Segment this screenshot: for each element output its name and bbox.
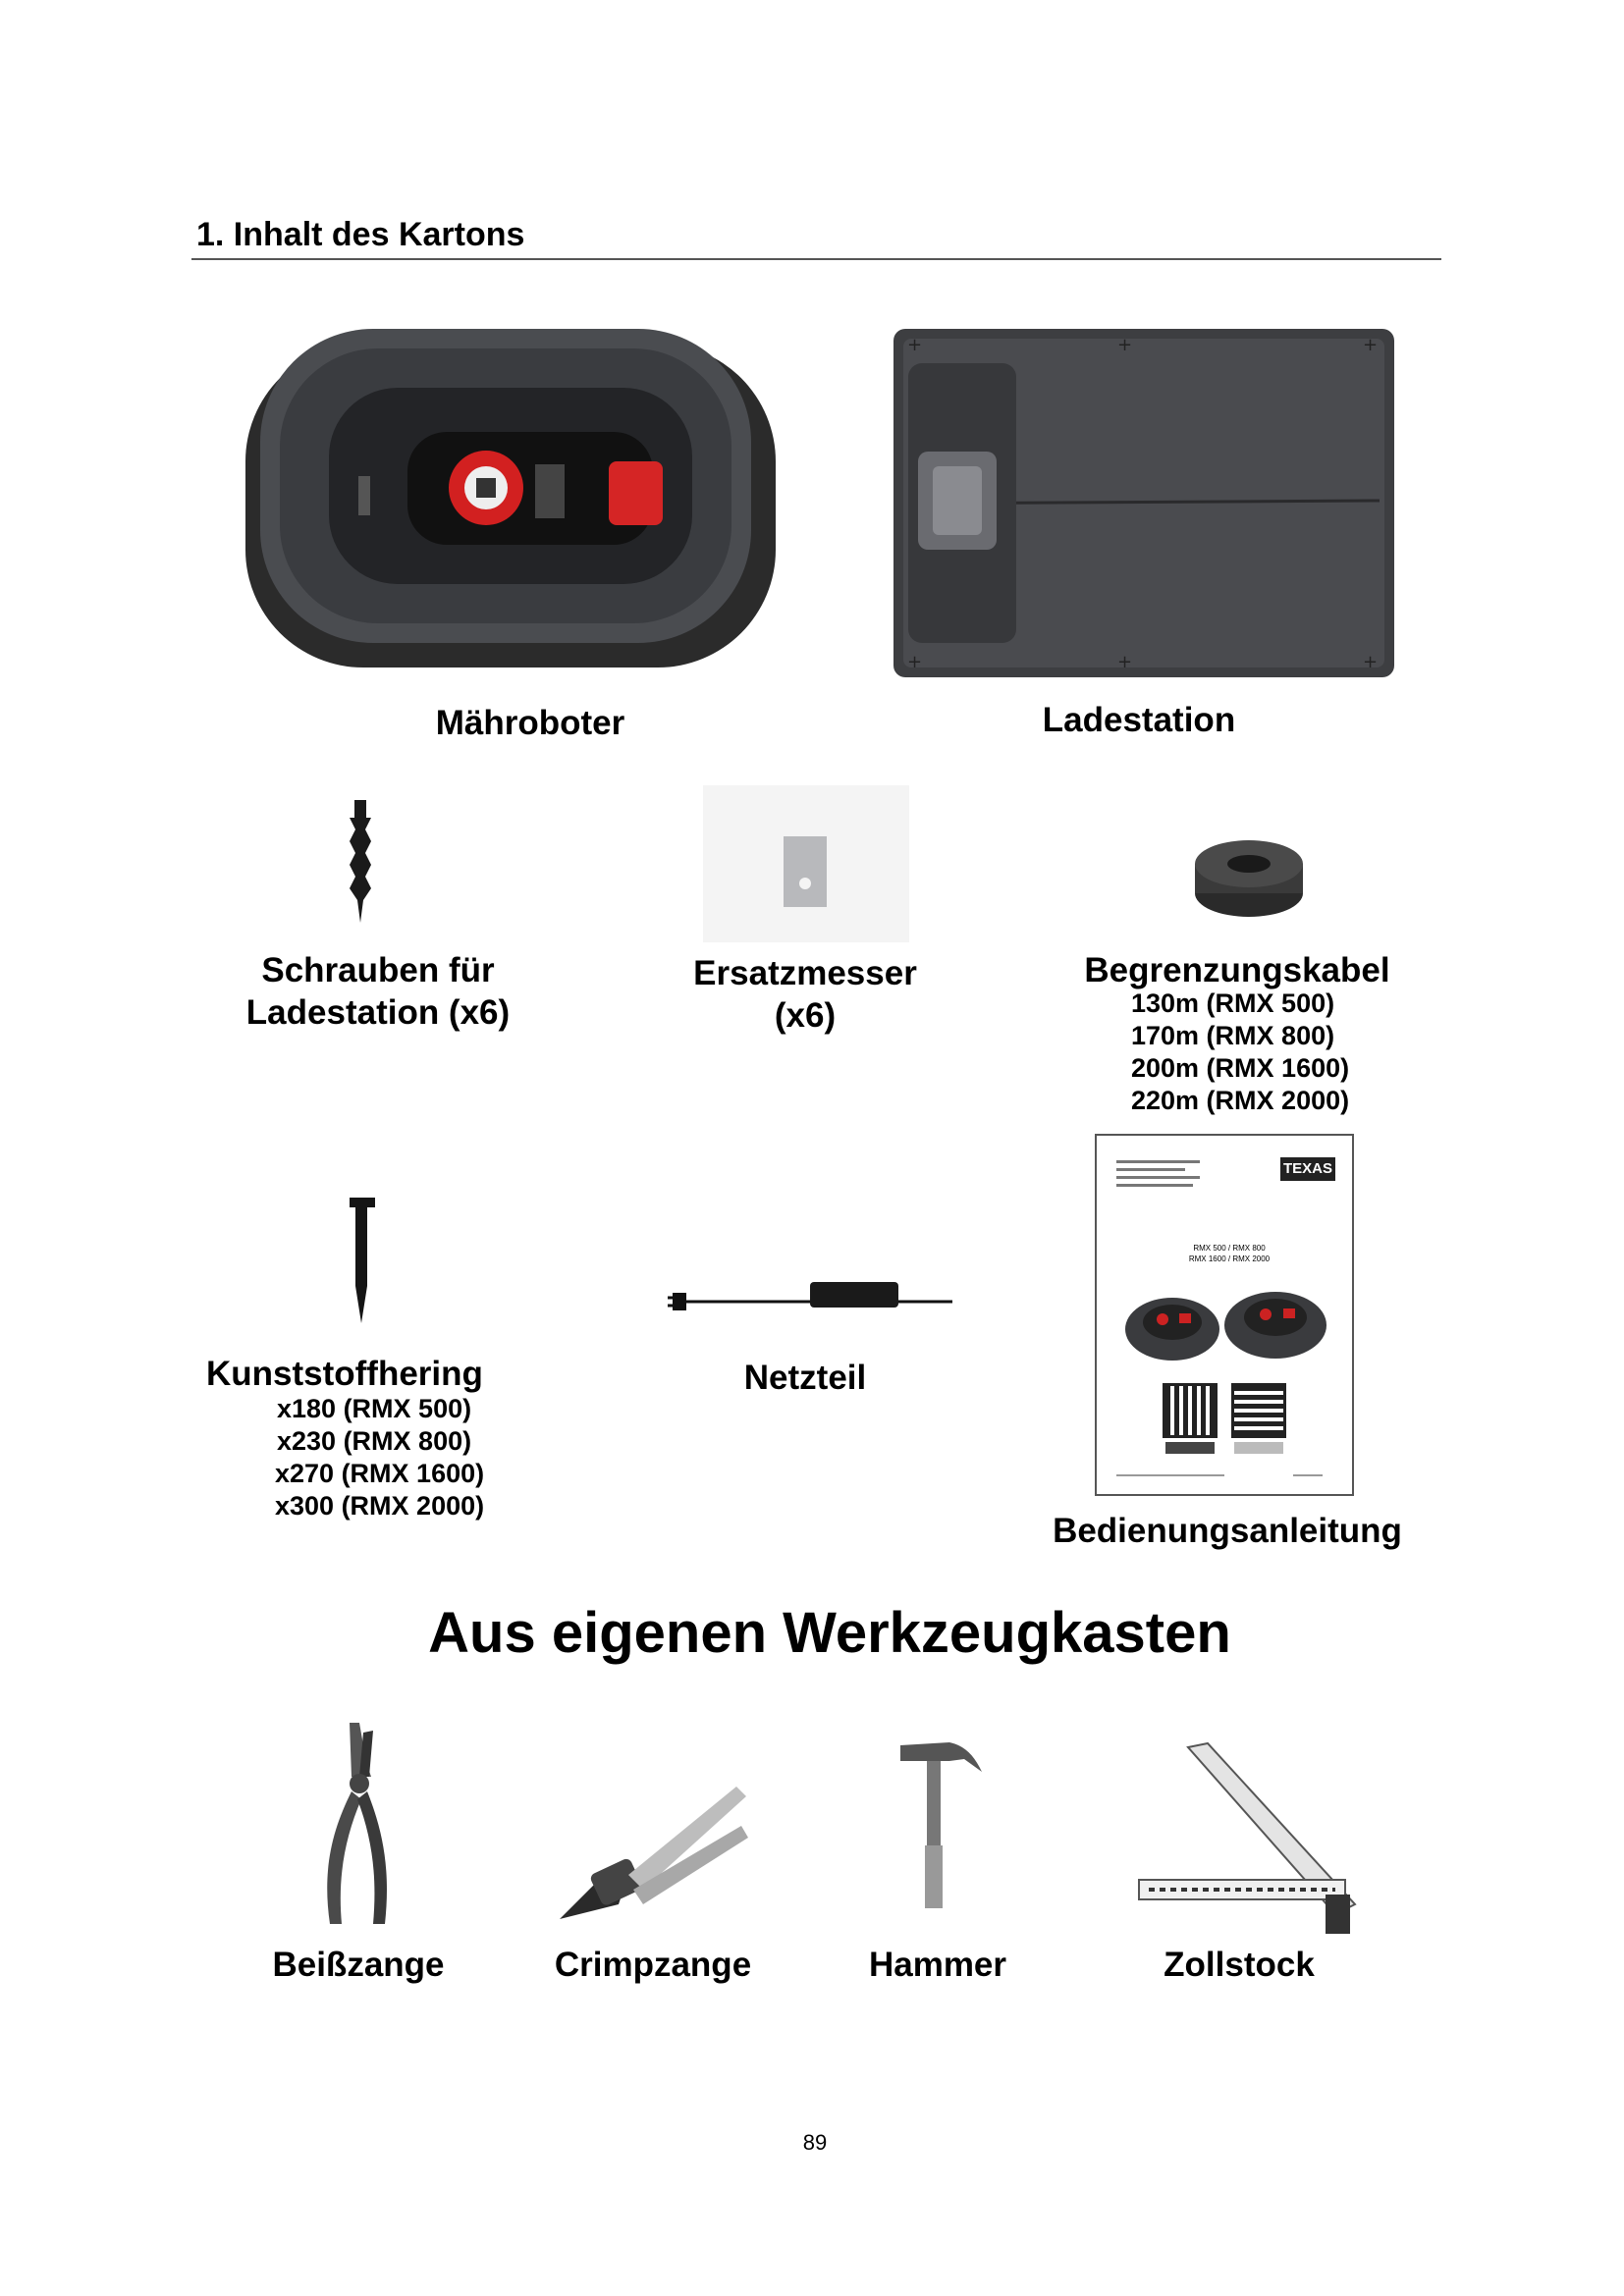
app-store-badge-icon: [1165, 1442, 1215, 1454]
pegs-detail: x300 (RMX 2000): [275, 1491, 485, 1521]
svg-text:+: +: [1117, 335, 1133, 355]
pegs-detail: x270 (RMX 1600): [275, 1459, 485, 1488]
tool-label: Crimpzange: [554, 1946, 752, 1984]
robot-mower-image: [241, 319, 781, 692]
cover-text-line: [1116, 1184, 1193, 1187]
power-supply-label: Netzteil: [743, 1359, 867, 1397]
plastic-peg-image: [346, 1198, 379, 1325]
cover-text-line: [1116, 1176, 1200, 1179]
pegs-detail: x230 (RMX 800): [277, 1426, 472, 1456]
qr-code-icon: [1234, 1386, 1283, 1435]
google-play-badge-icon: [1234, 1442, 1283, 1454]
screws-label-line1: Schrauben für: [261, 951, 495, 989]
svg-text:+: +: [1363, 335, 1379, 355]
cable-detail: 170m (RMX 800): [1131, 1021, 1335, 1050]
cover-footer-line: [1116, 1474, 1224, 1476]
robot-label: Mähroboter: [435, 704, 625, 742]
power-supply-image: [668, 1276, 952, 1325]
svg-text:+: +: [1117, 652, 1133, 672]
cover-text-line: [1116, 1160, 1200, 1163]
cable-detail: 220m (RMX 2000): [1131, 1086, 1350, 1115]
charging-station-image: [893, 329, 1394, 677]
blades-label-line2: (x6): [774, 996, 837, 1035]
cover-text-line: [1116, 1168, 1185, 1171]
station-label: Ladestation: [1042, 701, 1236, 739]
tool-label: Beißzange: [272, 1946, 445, 1984]
brand-logo: TEXAS: [1280, 1157, 1335, 1181]
section-divider: [191, 258, 1441, 260]
user-manual-cover-image: [1095, 1134, 1354, 1496]
hammer-image: [895, 1737, 984, 1914]
replacement-blade-image: [703, 785, 909, 942]
cover-footer-line: [1293, 1474, 1323, 1476]
toolbox-title: Aus eigenen Werkzeugkasten: [428, 1601, 1231, 1665]
tool-label: Hammer: [868, 1946, 1007, 1984]
screws-label-line2: Ladestation (x6): [245, 993, 511, 1032]
pegs-detail: x180 (RMX 500): [277, 1394, 472, 1423]
cover-model-line: RMX 500 / RMX 800: [1193, 1244, 1266, 1253]
page-number: 89: [802, 2130, 828, 2155]
svg-text:+: +: [907, 652, 923, 672]
svg-text:+: +: [1363, 652, 1379, 672]
tool-label: Zollstock: [1164, 1946, 1315, 1984]
cable-detail: 130m (RMX 500): [1131, 988, 1335, 1018]
screw-image: [346, 800, 375, 928]
cover-model-line: RMX 1600 / RMX 2000: [1188, 1255, 1271, 1263]
cable-spool-image: [1193, 839, 1306, 918]
cable-detail: 200m (RMX 1600): [1131, 1053, 1350, 1083]
cover-mowers-image: [1118, 1288, 1334, 1366]
qr-code-icon: [1165, 1386, 1215, 1435]
folding-ruler-image: [1129, 1747, 1355, 1934]
blades-label-line1: Ersatzmesser: [693, 954, 917, 992]
svg-text:+: +: [907, 335, 923, 355]
section-title: 1. Inhalt des Kartons: [196, 216, 525, 253]
side-cutter-image: [312, 1723, 401, 1929]
user-manual-label: Bedienungsanleitung: [1053, 1512, 1402, 1550]
pegs-label: Kunststoffhering: [206, 1355, 483, 1393]
cable-label: Begrenzungskabel: [1084, 951, 1390, 989]
crimping-tool-image: [560, 1782, 751, 1929]
